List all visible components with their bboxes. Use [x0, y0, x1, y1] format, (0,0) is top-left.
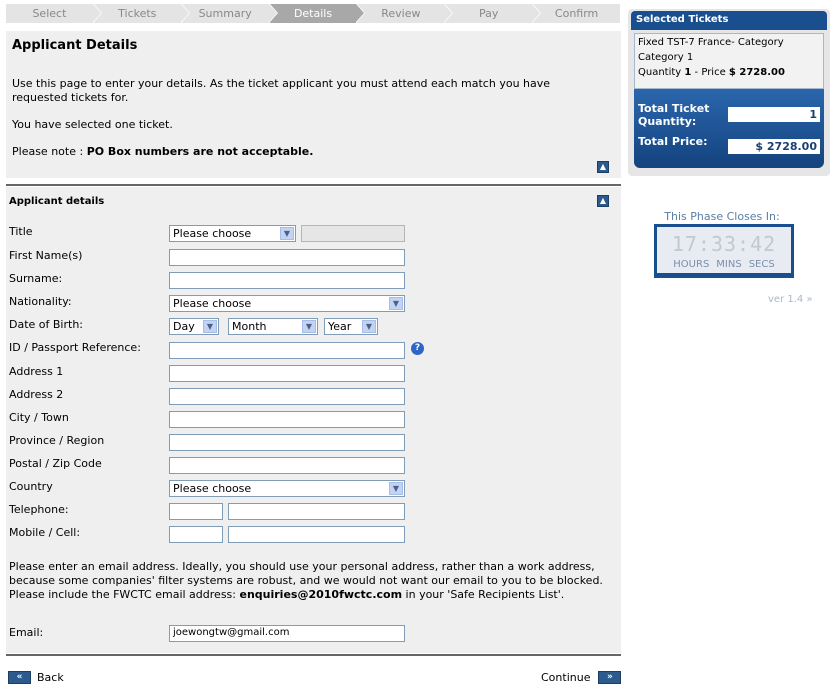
select-value: Day [173, 320, 195, 333]
po-box-note [12, 145, 602, 159]
continue-label: Continue [541, 671, 591, 684]
select-value: Please choose [173, 297, 252, 310]
select-value: Month [232, 320, 267, 333]
email-instructions [9, 560, 609, 602]
first-name-field[interactable] [169, 249, 405, 266]
address2-label: Address 2 [9, 388, 64, 401]
id-label: ID / Passport Reference: [9, 341, 141, 354]
chevron-down-icon: ▼ [280, 227, 294, 240]
step-confirm [533, 4, 620, 23]
ticket-count-text: You have selected one ticket. [12, 118, 173, 131]
qty-prefix: Quantity [638, 67, 685, 78]
clock-units [657, 259, 791, 270]
totals-box [634, 89, 824, 168]
city-field[interactable] [169, 411, 405, 428]
step-review [357, 4, 444, 23]
note-prefix: Please note : [12, 145, 87, 158]
back-button[interactable] [8, 671, 64, 684]
mins-label: MINS [716, 259, 742, 270]
double-right-arrow-icon: » [598, 671, 621, 684]
step-summary [182, 4, 269, 23]
progress-steps [6, 4, 621, 23]
email-label: Email: [9, 626, 44, 639]
price-value: $ 2728.00 [728, 67, 785, 78]
secs-label: SECS [748, 259, 775, 270]
clock-face [657, 227, 791, 273]
telephone-number-field[interactable] [228, 503, 405, 520]
countdown-clock [654, 224, 794, 278]
address1-field[interactable] [169, 365, 405, 382]
ticket-summary [634, 33, 824, 89]
first-name-label: First Name(s) [9, 249, 83, 262]
mobile-code-field[interactable] [169, 526, 223, 543]
chevron-down-icon: ▼ [362, 320, 376, 333]
help-icon[interactable]: ? [411, 342, 424, 355]
select-value: Please choose [173, 227, 252, 240]
total-qty-label [638, 102, 709, 128]
select-value: Year [328, 320, 352, 333]
phase-title: This Phase Closes In: [664, 210, 780, 223]
province-field[interactable] [169, 434, 405, 451]
address2-field[interactable] [169, 388, 405, 405]
chevron-down-icon: ▼ [389, 482, 403, 495]
divider [6, 654, 621, 656]
total-price-label: Total Price: [638, 135, 708, 148]
postal-label: Postal / Zip Code [9, 457, 102, 470]
title-other-field [301, 225, 405, 242]
select-value: Please choose [173, 482, 252, 495]
total-qty-value: 1 [728, 107, 820, 122]
postal-field[interactable] [169, 457, 405, 474]
total-price-value: $ 2728.00 [728, 139, 820, 154]
divider [6, 184, 621, 186]
id-passport-field[interactable] [169, 342, 405, 359]
chevron-down-icon: ▼ [302, 320, 316, 333]
total-qty-label-line: Quantity: [638, 115, 697, 128]
telephone-label: Telephone: [9, 503, 69, 516]
step-label: Select [32, 7, 67, 20]
clock-digits: 17:33:42 [671, 232, 777, 256]
intro-panel [6, 31, 621, 178]
step-details [270, 4, 357, 23]
nationality-label: Nationality: [9, 295, 72, 308]
panel-title: Selected Tickets [631, 11, 827, 30]
ticket-name: Fixed TST-7 France- Category [638, 37, 784, 48]
step-select [6, 4, 93, 23]
step-tickets [94, 4, 181, 23]
step-pay [445, 4, 532, 23]
continue-button[interactable] [541, 671, 621, 684]
collapse-up-icon[interactable]: ▲ [597, 161, 609, 173]
selected-tickets-panel [628, 9, 830, 176]
qty-value: 1 [684, 67, 692, 78]
version-link[interactable]: ver 1.4 » [768, 294, 813, 305]
mobile-number-field[interactable] [228, 526, 405, 543]
city-label: City / Town [9, 411, 69, 424]
title-label: Title [9, 225, 33, 238]
collapse-up-icon[interactable]: ▲ [597, 195, 609, 207]
step-label: Summary [198, 7, 252, 20]
back-label: Back [37, 671, 64, 684]
intro-text: Use this page to enter your details. As the ticket applicant you must attend each match you have requested tickets for. [12, 77, 551, 104]
step-label: Tickets [118, 7, 157, 20]
email-value: joewongtw@gmail.com [173, 627, 290, 638]
page-title: Applicant Details [12, 38, 138, 53]
step-label: Pay [479, 7, 499, 20]
dob-year-select[interactable] [324, 318, 378, 335]
dob-day-select[interactable] [169, 318, 219, 335]
title-select[interactable] [169, 225, 296, 242]
step-label: Review [381, 7, 421, 20]
chevron-down-icon: ▼ [389, 297, 403, 310]
applicant-form [6, 187, 621, 653]
chevron-down-icon: ▼ [203, 320, 217, 333]
price-prefix: - Price [691, 67, 729, 78]
province-label: Province / Region [9, 434, 105, 447]
dob-label: Date of Birth: [9, 318, 84, 331]
email-note-text: in your 'Safe Recipients List'. [402, 588, 565, 601]
ticket-qty-price [638, 65, 820, 80]
hours-label: HOURS [673, 259, 710, 270]
dob-month-select[interactable] [228, 318, 318, 335]
surname-label: Surname: [9, 272, 63, 285]
telephone-code-field[interactable] [169, 503, 223, 520]
section-title: Applicant details [9, 196, 105, 207]
step-label: Confirm [554, 7, 599, 20]
note-bold: PO Box numbers are not acceptable. [86, 145, 314, 158]
surname-field[interactable] [169, 272, 405, 289]
step-label: Details [293, 7, 333, 20]
country-select[interactable] [169, 480, 405, 497]
ticket-category: Category 1 [638, 52, 694, 63]
country-label: Country [9, 480, 53, 493]
email-field[interactable] [169, 625, 405, 642]
email-note-text: Please enter an email address. Ideally, you should use your personal address, rather than a work address, because some companies' filter systems are robust, and we would not want our email to you to be blocked. Please include the FWCTC email address: [9, 560, 603, 601]
double-left-arrow-icon: « [8, 671, 31, 684]
nationality-select[interactable] [169, 295, 405, 312]
total-qty-label-line: Total Ticket [638, 102, 710, 115]
fwctc-email: enquiries@2010fwctc.com [239, 588, 403, 601]
mobile-label: Mobile / Cell: [9, 526, 81, 539]
address1-label: Address 1 [9, 365, 64, 378]
